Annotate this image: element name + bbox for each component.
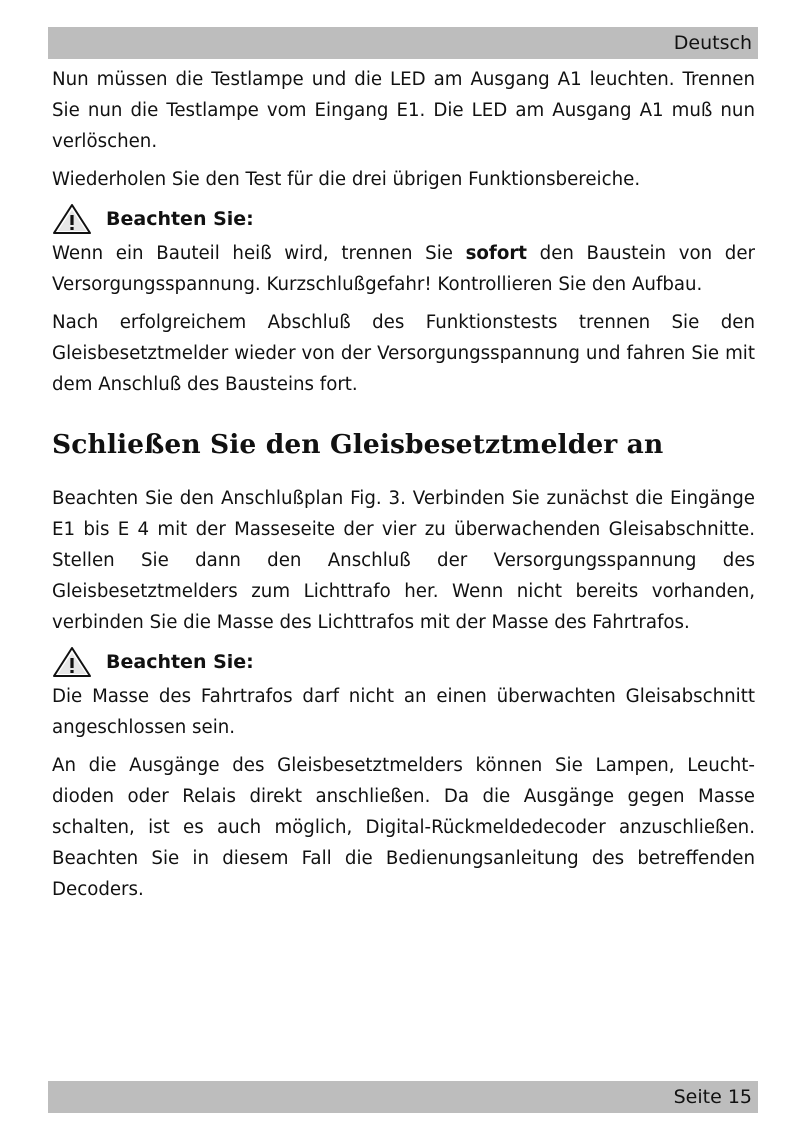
repeat-test-paragraph: Wiederholen Sie den Test für die drei übrigen Funktionsbereiche.: [52, 169, 641, 190]
hot-component-warning: [52, 238, 755, 300]
test-result-paragraph: Nun müssen die Testlampe und die LED am Ausgang A1 leuchten. Trennen Sie nun die Testlampe vom Eingang E1. Die LED am Ausgang A1 muß nun verlöschen.: [52, 69, 755, 152]
page-content: [52, 64, 755, 912]
note-title: Beachten Sie:: [106, 651, 254, 673]
ground-warning: Die Masse des Fahrtrafos darf nicht an einen überwachten Gleisabschnitt angeschlossen sein.: [52, 686, 755, 738]
warning-text-start: Wenn ein Bauteil heiß wird, trennen Sie: [52, 243, 466, 264]
connection-paragraph: Beachten Sie den Anschlußplan Fig. 3. Verbinden Sie zunächst die Eingänge E1 bis E 4 mit der Masseseite der vier zu überwachenden Gleisabschnitte. Stellen Sie dann den Anschluß der Versorgungsspannung des Gleisbesetztmelders zum Lichttrafo her. Wenn nicht bereits vorhanden, verbinden Sie die Masse des Lichttrafos mit der Masse des Fahrtrafos.: [52, 488, 755, 633]
outputs-paragraph: An die Ausgänge des Gleisbesetztmelders können Sie Lampen, Leuchtdioden oder Relais direkt anschließen. Da die Ausgänge gegen Masse schalten, ist es auch möglich, Digital-Rückmeldedecoder anzuschließen. Beachten Sie in diesem Fall die Bedienungsanleitung des betreffenden Decoders.: [52, 755, 755, 900]
header-bar: [48, 27, 758, 59]
warning-triangle-icon: [52, 646, 92, 678]
warning-triangle-icon: [52, 203, 92, 235]
footer-bar: [48, 1081, 758, 1113]
warning-note-2: [52, 645, 755, 679]
warning-note-1: [52, 202, 755, 236]
page-number: Seite 15: [673, 1086, 752, 1108]
warning-emphasis: sofort: [465, 243, 528, 264]
warning-text-end: den Baustein von der Versorgungsspannung. Kurzschlußgefahr! Kontrollieren Sie den Aufbau.: [52, 243, 756, 295]
after-test-paragraph: Nach erfolgreichem Abschluß des Funktionstests trennen Sie den Gleisbesetztmelder wieder von der Versorgungsspannung und fahren Sie mit dem Anschluß des Bausteins fort.: [52, 312, 755, 395]
section-heading: Schließen Sie den Gleisbesetztmelder an: [52, 429, 664, 460]
note-title: Beachten Sie:: [106, 208, 254, 230]
language-label: Deutsch: [673, 32, 752, 54]
